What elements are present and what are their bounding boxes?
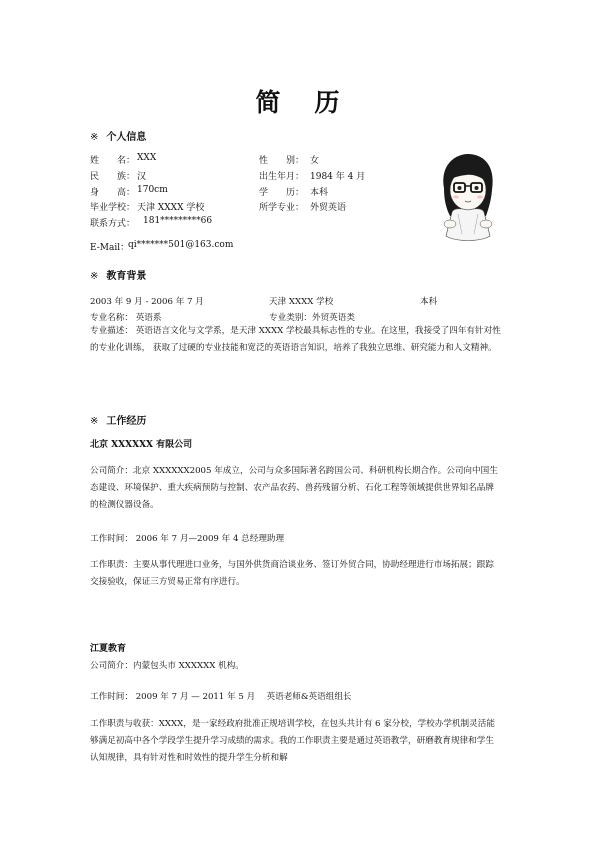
section-work-heading bbox=[90, 412, 146, 427]
info-height-label: 身 高： bbox=[90, 188, 136, 198]
info-education-value: 本科 bbox=[310, 188, 329, 198]
job-duty: 工作职责：主要从事代理进口业务，与国外供货商洽谈业务、签订外贸合同，协助经理进行市场拓展；跟踪交接验收，保证三方贸易正常有序进行。 bbox=[90, 560, 494, 587]
info-gender-label: 性 别： bbox=[259, 156, 305, 166]
job-duty: 工作职责与收获：XXXX，是一家经政府批准正规培训学校，在包头共计有 6 家分校，学校办学机制灵活能够满足初高中各个学段学生提升学习成绩的需求。我的工作职责主要是通过英语教学，研磨教育规律和学生认知规律，具有针对性和时效性的提升学生分析和解 bbox=[90, 719, 495, 763]
education-degree: 本科 bbox=[420, 297, 438, 307]
section-personal-heading bbox=[90, 128, 146, 143]
info-major-value: 外贸英语 bbox=[310, 203, 347, 213]
info-ethnicity-label: 民 族： bbox=[90, 172, 136, 182]
job-time: 工作时间： 2006 年 7 月—2009 年 4 总经理助理 bbox=[90, 534, 285, 544]
info-major-label: 所学专业： bbox=[259, 203, 305, 213]
section-education-heading bbox=[90, 267, 146, 282]
job-intro: 公司简介：内蒙包头市 XXXXXX 机构。 bbox=[90, 661, 244, 671]
section-personal-title: 个人信息 bbox=[106, 132, 147, 143]
info-education-label: 学 历： bbox=[259, 188, 305, 198]
info-school-label: 毕业学校： bbox=[90, 203, 136, 213]
page-title bbox=[0, 83, 595, 119]
info-ethnicity-value: 汉 bbox=[137, 172, 147, 182]
info-contact-value: 181*********66 bbox=[143, 216, 213, 226]
info-birth-label: 出生年月： bbox=[259, 172, 305, 182]
info-contact-label: 联系方式： bbox=[90, 219, 136, 229]
job-company: 北京 XXXXXX 有限公司 bbox=[90, 440, 193, 450]
reference-mark-icon: ※ bbox=[90, 416, 99, 427]
info-name-value: XXX bbox=[137, 153, 157, 163]
education-description: 专业描述： 英语语言文化与文学系，是天津 XXXX 学校最具标志性的专业。在这里，我接受了四年有针对性的专业化训练， 获取了过硬的专业技能和宽泛的英语语言知识，培养了我独立思维、研究能力和人文精神。 bbox=[90, 326, 501, 353]
info-email-label: E-Mail： bbox=[90, 243, 130, 253]
education-period: 2003 年 9 月 - 2006 年 7 月 bbox=[90, 297, 204, 307]
info-birth-value: 1984 年 4 月 bbox=[310, 172, 366, 182]
education-category: 专业类别：外贸英语类 bbox=[269, 313, 355, 323]
info-name-label: 姓 名： bbox=[90, 156, 136, 166]
info-gender-value: 女 bbox=[310, 156, 320, 166]
education-major: 专业名称： 英语系 bbox=[90, 313, 162, 323]
info-school-value: 天津 XXXX 学校 bbox=[137, 203, 205, 213]
section-work-title: 工作经历 bbox=[106, 416, 147, 427]
section-education-title: 教育背景 bbox=[106, 271, 147, 282]
education-school: 天津 XXXX 学校 bbox=[269, 297, 334, 307]
reference-mark-icon: ※ bbox=[90, 271, 99, 282]
title-char-1: 简 bbox=[255, 88, 281, 117]
avatar bbox=[436, 150, 500, 246]
job-time: 工作时间： 2009 年 7 月 — 2011 年 5 月 英语老师&英语组组长 bbox=[90, 692, 352, 702]
job-intro: 公司简介：北京 XXXXXX2005 年成立，公司与众多国际著名跨国公司、科研机构长期合作。公司向中国生态建设、环境保护、重大疾病预防与控制、农产品农药、兽药残留分析、石化工程等领域提供世界知名品牌的检测仪器设备。 bbox=[90, 466, 498, 510]
info-email-value: qi*******501@163.com bbox=[128, 240, 234, 250]
info-height-value: 170cm bbox=[137, 185, 168, 195]
title-char-2: 历 bbox=[314, 88, 340, 117]
reference-mark-icon: ※ bbox=[90, 132, 99, 143]
job-company: 江夏教育 bbox=[90, 644, 127, 654]
